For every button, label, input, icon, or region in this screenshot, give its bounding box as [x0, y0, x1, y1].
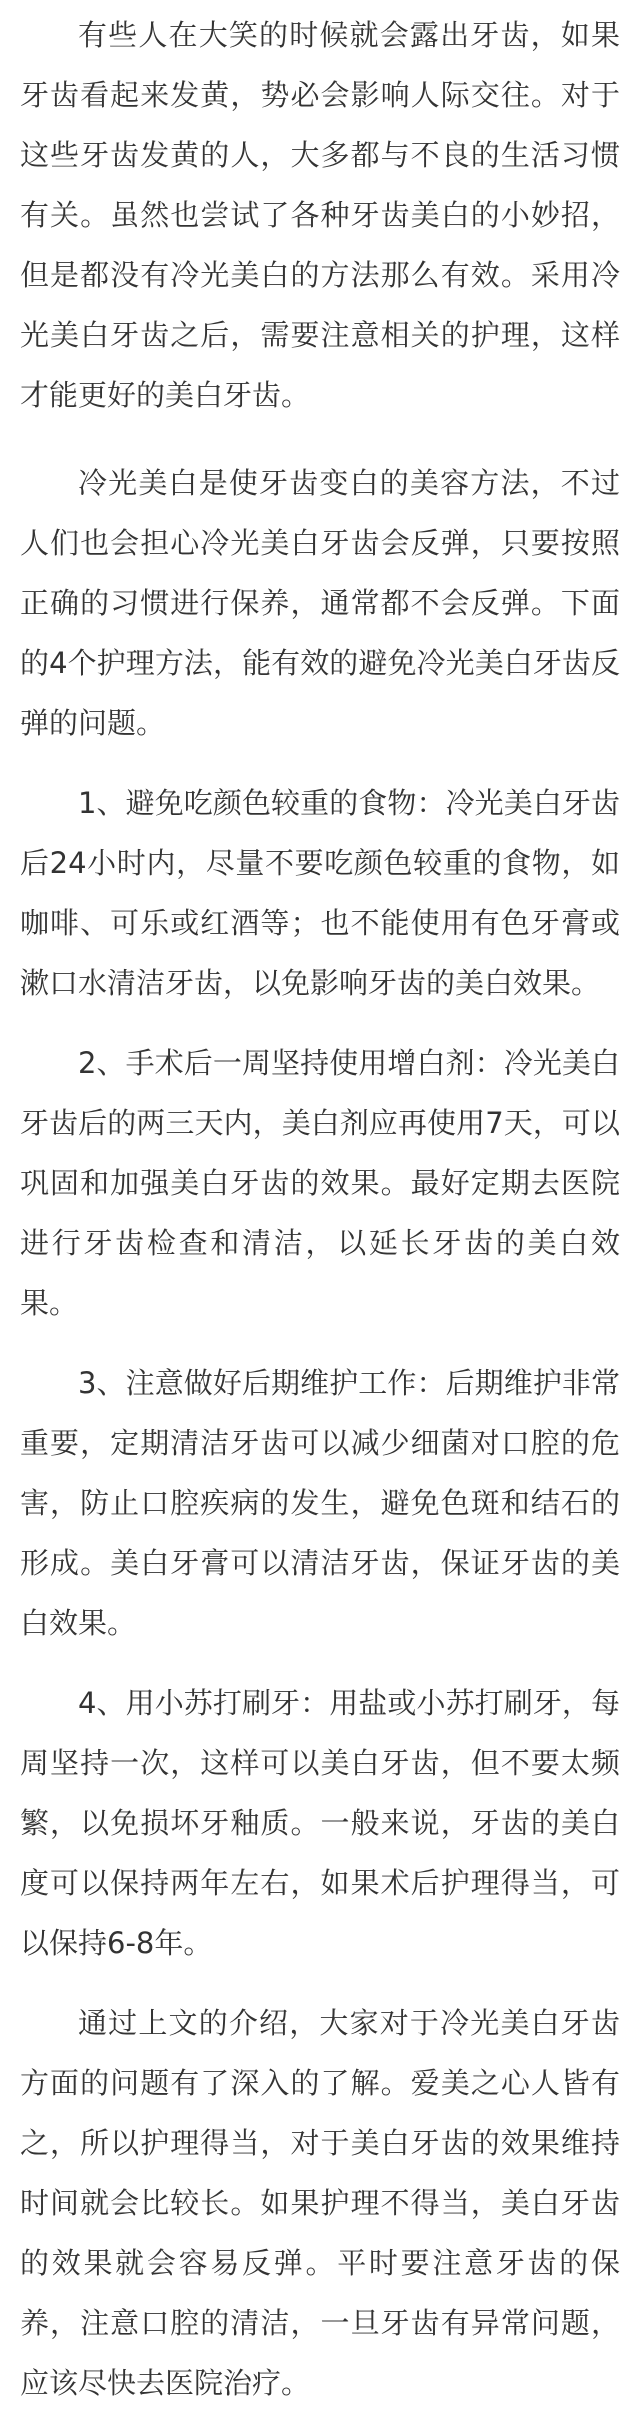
paragraph-tip-4: 4、用小苏打刷牙：用盐或小苏打刷牙，每周坚持一次，这样可以美白牙齿，但不要太频繁，以免损坏牙釉质。一般来说，牙齿的美白度可以保持两年左右，如果术后护理得当，可以保持6-8年。 — [20, 1686, 620, 1960]
paragraph-tip-3: 3、注意做好后期维护工作：后期维护非常重要，定期清洁牙齿可以减少细菌对口腔的危害，防止口腔疾病的发生，避免色斑和结石的形成。美白牙膏可以清洁牙齿，保证牙齿的美白效果。 — [20, 1366, 620, 1640]
paragraph-conclusion: 通过上文的介绍，大家对于冷光美白牙齿方面的问题有了深入的了解。爱美之心人皆有之，所以护理得当，对于美白牙齿的效果维持时间就会比较长。如果护理不得当，美白牙齿的效果就会容易反弹。平时要注意牙齿的保养，注意口腔的清洁，一旦牙齿有异常问题，应该尽快去医院治疗。 — [20, 2006, 620, 2400]
paragraph-tip-2: 2、手术后一周坚持使用增白剂：冷光美白牙齿后的两三天内，美白剂应再使用7天，可以巩固和加强美白牙齿的效果。最好定期去医院进行牙齿检查和清洁，以延长牙齿的美白效果。 — [20, 1046, 620, 1320]
paragraph-cold-light-overview: 冷光美白是使牙齿变白的美容方法，不过人们也会担心冷光美白牙齿会反弹，只要按照正确的习惯进行保养，通常都不会反弹。下面的4个护理方法，能有效的避免冷光美白牙齿反弹的问题。 — [20, 466, 620, 740]
paragraph-intro: 有些人在大笑的时候就会露出牙齿，如果牙齿看起来发黄，势必会影响人际交往。对于这些牙齿发黄的人，大多都与不良的生活习惯有关。虽然也尝试了各种牙齿美白的小妙招，但是都没有冷光美白的方法那么有效。采用冷光美白牙齿之后，需要注意相关的护理，这样才能更好的美白牙齿。 — [20, 18, 620, 412]
paragraph-tip-1: 1、避免吃颜色较重的食物：冷光美白牙齿后24小时内，尽量不要吃颜色较重的食物，如咖啡、可乐或红酒等；也不能使用有色牙膏或漱口水清洁牙齿，以免影响牙齿的美白效果。 — [20, 786, 620, 1000]
